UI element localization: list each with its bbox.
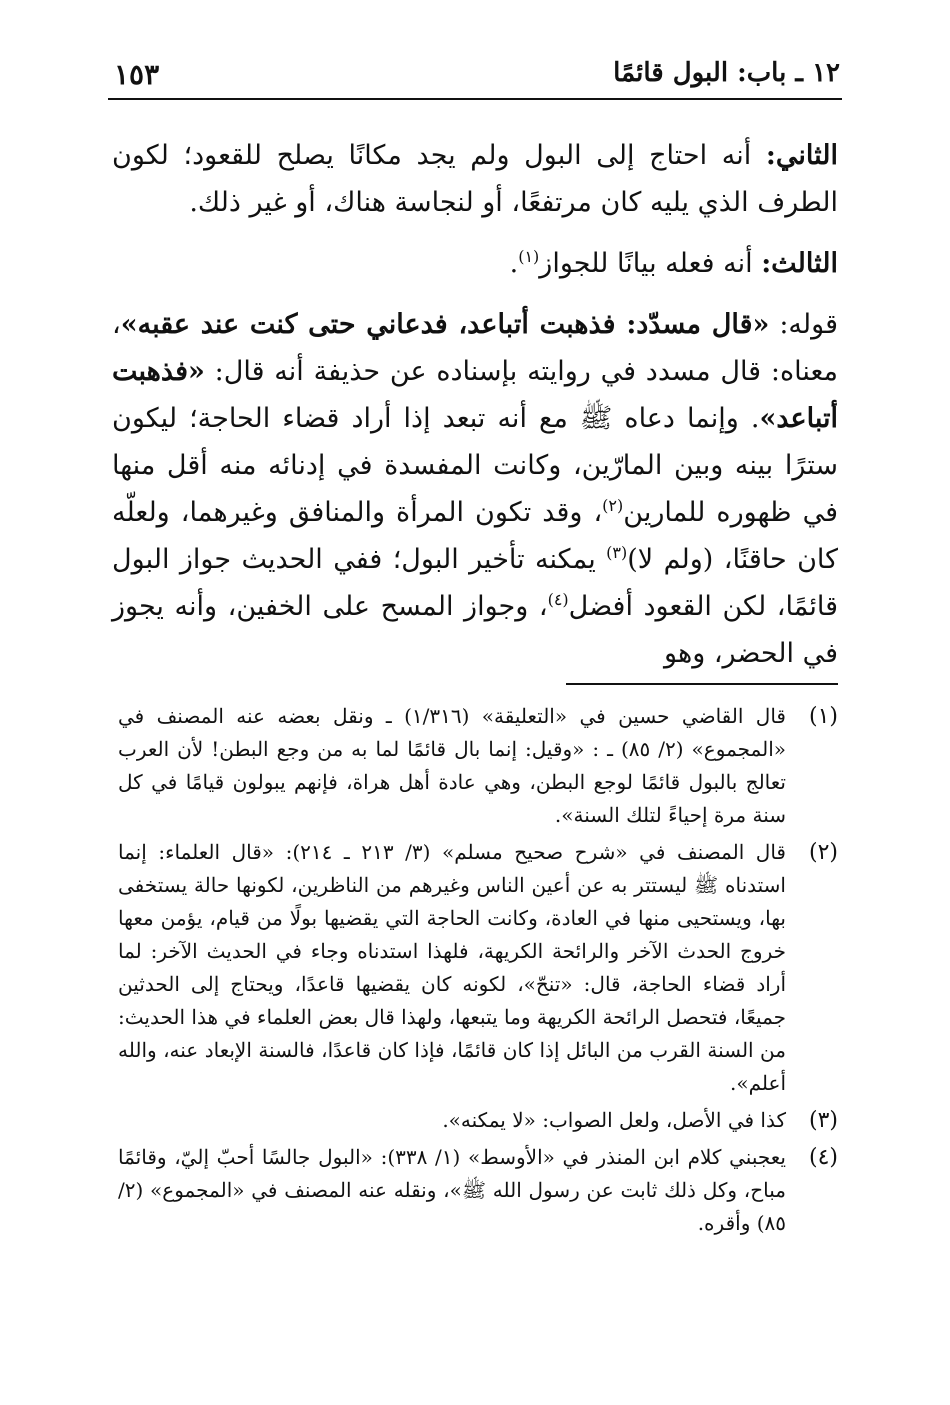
paragraph-third-reason xyxy=(112,240,838,287)
quoted-text: «فذهبت أتباعد» xyxy=(112,356,838,434)
footnote-text: يعجبني كلام ابن المنذر في «الأوسط» (١/ ٣٣٨): «البول جالسًا أحبّ إليّ، وقائمًا مباح، وكل ذلك ثابت عن رسول الله ﷺ»، ونقله عنه المصنف في «المجموع» (٢/ ٨٥) وأقره. xyxy=(118,1145,787,1235)
paragraph-commentary xyxy=(112,301,838,677)
footnote-text: كذا في الأصل، ولعل الصواب: «لا يمكنه». xyxy=(442,1108,786,1132)
commentary-text: يمكنه تأخير البول؛ ففي الحديث جواز البول قائمًا، لكن القعود أفضل xyxy=(112,544,838,622)
paragraph-label: الثاني: xyxy=(765,140,838,171)
footnote-ref: (١) xyxy=(518,247,540,266)
footnote-number: (٢) xyxy=(808,840,838,865)
commentary-text: ، وجواز المسح على الخفين، وأنه يجوز في الحضر، وهو xyxy=(112,591,838,669)
main-text xyxy=(112,132,838,691)
quoted-text: «قال مسدّد: فذهبت أتباعد، فدعاني حتى كنت عند عقبه» xyxy=(120,309,770,340)
footnote-number: (٤) xyxy=(808,1145,838,1170)
paragraph-second-reason xyxy=(112,132,838,226)
page-number: ١٥٣ xyxy=(114,58,160,91)
chapter-title: ١٢ ـ باب: البول قائمًا xyxy=(613,58,840,88)
header-divider xyxy=(108,98,842,100)
footnote xyxy=(118,1104,838,1137)
page-header xyxy=(110,54,840,94)
footnote-number: (٣) xyxy=(808,1108,838,1133)
commentary-intro: قوله: xyxy=(769,309,838,340)
footnote-divider xyxy=(566,683,838,685)
footnote-text: قال القاضي حسين في «التعليقة» (١/٣١٦) ـ ونقل بعضه عنه المصنف في «المجموع» (٢/ ٨٥) ـ : «وقيل: إنما بال قائمًا لما به من وجع البطن! لأن العرب تعالج بالبول قائمًا لوجع البطن، وهي عادة أهل هراة، فإنهم يبولون قيامًا في كل سنة مرة إحياءً لتلك السنة». xyxy=(118,704,786,827)
footnotes xyxy=(118,700,838,1244)
paragraph-text: أنه احتاج إلى البول ولم يجد مكانًا يصلح للقعود؛ لكون الطرف الذي يليه كان مرتفعًا، أو لنجاسة هناك، أو غير ذلك. xyxy=(112,140,838,218)
paragraph-text: أنه فعله بيانًا للجواز xyxy=(539,248,762,279)
footnote-text: قال المصنف في «شرح صحيح مسلم» (٣/ ٢١٣ ـ ٢١٤): «قال العلماء: إنما استدناه ﷺ ليستتر به عن أعين الناس وغيرهم من الناظرين، لكونها حالة يستخفى بها، ويستحيى منها في العادة، وكانت الحاجة التي يقضيها بولًا من قيام، يؤمن معها خروج الحدث الآخر والرائحة الكريهة، فلهذا استدناه وجاء في الحديث الآخر: لما أراد قضاء الحاجة، قال: «تنحّ»، لكونه كان يقضيها قاعدًا، ويحتاج إلى الحدثين جميعًا، فتحصل الرائحة الكريهة وما يتبعها، ولهذا قال بعض العلماء في هذا الحديث: من السنة القرب من البائل إذا كان قائمًا، فإذا كان قاعدًا، فالسنة الإبعاد عنه، والله أعلم». xyxy=(118,840,786,1095)
footnote xyxy=(118,700,838,832)
commentary-text: . وإنما دعاه ﷺ مع أنه تبعد إذا أراد قضاء الحاجة؛ ليكون سترًا بينه وبين المارّين، وكانت المفسدة في إدنائه منه أقل منها في ظهوره للمارين xyxy=(112,403,838,528)
commentary-text: ، معناه: قال مسدد في روايته بإسناده عن حذيفة أنه قال: xyxy=(112,309,838,387)
footnote-ref: (٢) xyxy=(602,496,624,515)
footnote-ref: (٤) xyxy=(547,590,569,609)
footnote-ref: (٣) xyxy=(606,543,628,562)
footnote-number: (١) xyxy=(808,704,838,729)
commentary-text: ، وقد تكون المرأة والمنافق وغيرهما، ولعلّه كان حاقنًا، (ولم لا) xyxy=(112,497,838,575)
footnote xyxy=(118,836,838,1100)
paragraph-label: الثالث: xyxy=(761,248,838,279)
paragraph-end: . xyxy=(509,248,519,279)
footnote xyxy=(118,1141,838,1240)
